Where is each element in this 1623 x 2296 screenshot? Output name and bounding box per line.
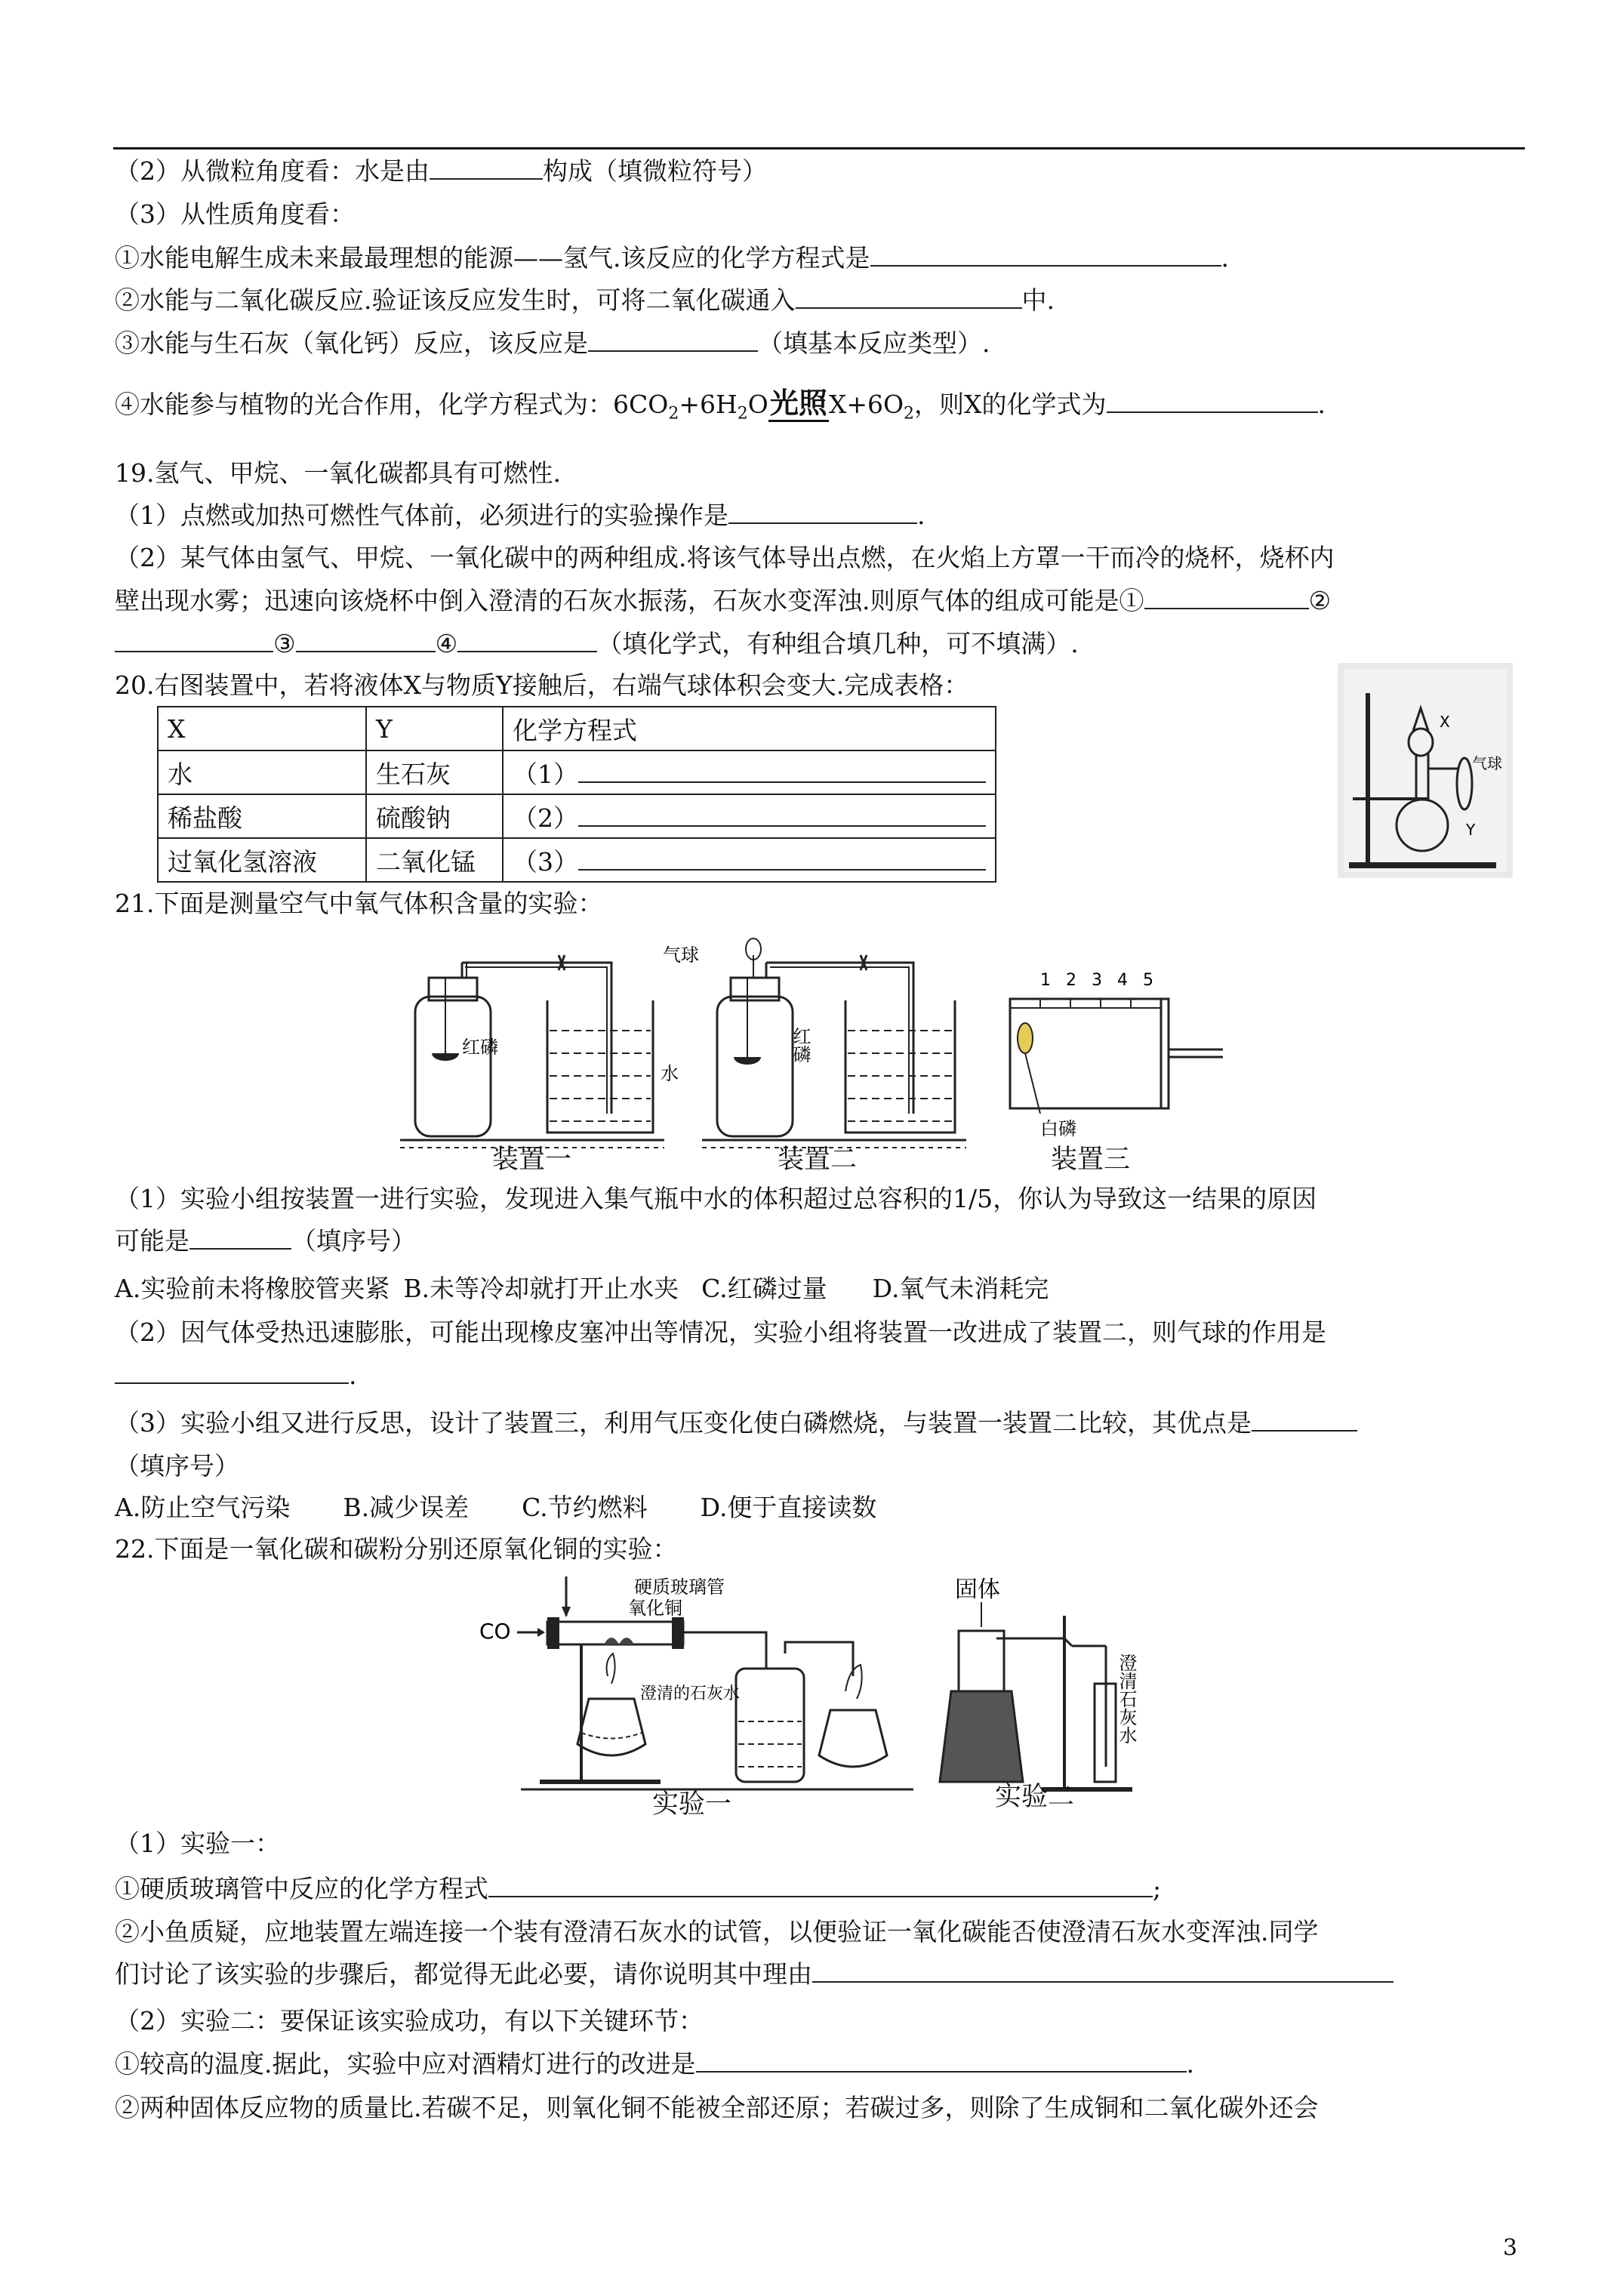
q21-part3: （3）实验小组又进行反思，设计了装置三，利用气压变化使白磷燃烧，与装置一装置二比较，其优点是 [115,1407,1357,1440]
experiment-two [940,1576,1137,1789]
table-cell: 生石灰 [366,750,503,794]
caption-device-three: 装置三 [1051,1145,1131,1175]
caption-device-two: 装置二 [778,1145,858,1175]
blank[interactable] [796,285,1022,309]
table-row [158,750,996,794]
q18-item1: ①水能电解生成未来最最理想的能源——氢气.该反应的化学方程式是 . [115,243,1229,273]
option[interactable]: A.实验前未将橡胶管夹紧 [115,1274,390,1303]
option[interactable]: A.防止空气污染 [115,1493,291,1522]
option[interactable]: C.红磷过量 [701,1274,827,1303]
fig-label-copper-oxide: 氧化铜 [628,1598,682,1619]
option[interactable]: B.减少误差 [343,1493,470,1522]
blank[interactable] [457,628,597,652]
blank[interactable] [870,242,1221,267]
device-one [400,955,679,1148]
q21-part1-line2: 可能是 （填序号） [115,1226,416,1256]
page-number: 3 [1502,2235,1517,2261]
experiment-one [479,1576,913,1789]
q21-stem: 21.下面是测量空气中氧气体积含量的实验： [115,889,603,918]
fig-label-water: 水 [661,1063,679,1084]
blank[interactable] [812,1959,1394,1983]
q20-apparatus-figure [1338,663,1513,878]
caption-device-one: 装置一 [492,1145,572,1175]
scale-tick: 1 [1040,971,1051,990]
fig-label-y: Y [1466,821,1476,839]
table-row [158,794,996,838]
scale-tick: 3 [1092,971,1102,990]
q22-item2: ②小鱼质疑，应地装置左端连接一个装有澄清石灰水的试管，以便验证一氧化碳能否使澄清石灰水变浑浊.同学 [115,1917,1319,1946]
blank[interactable] [115,1360,349,1384]
q21-part1: （1）实验小组按装置一进行实验，发现进入集气瓶中水的体积超过总容积的1/5，你认为导致这一结果的原因 [115,1184,1317,1213]
blank[interactable] [488,1873,1153,1897]
blank[interactable] [115,628,273,652]
table-cell: 硫酸钠 [366,794,503,838]
table-cell[interactable]: （3） [503,838,996,882]
reaction-condition: 光照 [768,386,829,422]
scale-tick: 4 [1117,971,1128,990]
q21-options3 [115,1491,929,1524]
table-row [158,838,996,882]
q19-part1: （1）点燃或加热可燃性气体前，必须进行的实验操作是 . [115,501,925,530]
table-cell: 过氧化氢溶液 [158,838,366,882]
q22-item-j2: ②两种固体反应物的质量比.若碳不足，则氧化铜不能被全部还原；若碳过多，则除了生成铜和二氧化碳外还会 [115,2093,1319,2122]
q22-item2-line2: 们讨论了该实验的步骤后，都觉得无此必要，请你说明其中理由 [115,1958,1394,1991]
fig-label-limewater: 澄清的石灰水 [640,1684,741,1703]
option[interactable]: D.便于直接读数 [700,1493,877,1522]
blank[interactable] [296,628,436,652]
q21-part2: （2）因气体受热迅速膨胀，可能出现橡皮塞冲出等情况，实验小组将装置一改进成了装置二，则气球的作用是 [115,1318,1326,1347]
blank[interactable] [728,500,917,524]
table-header: 化学方程式 [503,707,996,750]
fig-label-balloon: 气球 [1472,754,1502,772]
q19-part2-line3: ③ ④ （填化学式，有种组合填几种，可不填满）. [115,627,1079,661]
table-header: Y [366,707,503,750]
table-cell: 水 [158,750,366,794]
q22-item-j1: ①较高的温度.据此，实验中应对酒精灯进行的改进是 . [115,2049,1194,2079]
q18-part2: （2）从微粒角度看：水是由 构成（填微粒符号） [115,156,767,186]
fig-label-glass-tube: 硬质玻璃管 [634,1576,725,1598]
blank[interactable] [1252,1407,1357,1432]
fig-label-red-phosphorus-vertical: 红磷 [790,1027,811,1063]
blank[interactable] [696,2048,1187,2073]
q20-stem: 20.右图装置中，若将液体X与物质Y接触后，右端气球体积会变大.完成表格： [115,670,969,700]
q19-part2: （2）某气体由氢气、甲烷、一氧化碳中的两种组成.将该气体导出点燃，在火焰上方罩一干而冷的烧杯，烧杯内 [115,543,1335,572]
fig-label-white-phosphorus: 白磷 [1040,1118,1076,1139]
q21-part2-line2: . [115,1359,357,1392]
blank[interactable] [1144,585,1309,609]
q18-item2: ②水能与二氧化碳反应.验证该反应发生时，可将二氧化碳通入 中. [115,285,1055,315]
q22-part2: （2）实验二：要保证该实验成功，有以下关键环节： [115,2006,704,2036]
q22-part1: （1）实验一： [115,1829,280,1858]
caption-experiment-two: 实验二 [995,1782,1075,1812]
q18-item3: ③水能与生石灰（氧化钙）反应，该反应是 （填基本反应类型）. [115,328,990,358]
option[interactable]: D.氧气未消耗完 [872,1274,1049,1303]
device-two [663,938,966,1148]
q21-part3-line2: （填序号） [115,1451,239,1481]
table-cell: 稀盐酸 [158,794,366,838]
q18-item4: ④水能参与植物的光合作用，化学方程式为：$6CO_2+6H_2O$光照$X+6O_2$，则X的化学式为 . [115,386,1326,424]
scale-tick: 2 [1066,971,1076,990]
q19-stem: 19.氢气、甲烷、一氧化碳都具有可燃性. [115,458,561,488]
fig-label-solid: 固体 [955,1576,1000,1603]
blank[interactable] [1107,389,1318,413]
option[interactable]: B.未等冷却就打开止水夹 [403,1274,679,1303]
device-three [1010,971,1223,1139]
table-header: X [158,707,366,750]
option[interactable]: C.节约燃料 [522,1493,648,1522]
q21-options1 [115,1272,1101,1305]
fig-label-x: X [1440,713,1450,731]
fig-label-balloon: 气球 [663,945,699,966]
blank[interactable] [588,328,758,352]
fig-label-co: CO [479,1619,511,1644]
q22-item1: ①硬质玻璃管中反应的化学方程式 ; [115,1874,1162,1903]
fig-label-red-phosphorus: 红磷 [462,1037,498,1058]
q22-stem: 22.下面是一氧化碳和碳粉分别还原氧化铜的实验： [115,1534,678,1564]
q19-part2-line2: 壁出现水雾；迅速向该烧杯中倒入澄清的石灰水振荡，石灰水变浑浊.则原气体的组成可能是① ② [115,586,1332,615]
table-cell[interactable]: （2） [503,794,996,838]
header-rule [113,147,1525,149]
blank[interactable] [189,1225,291,1250]
q20-table [157,706,996,883]
fig-label-limewater-vertical: 澄清石灰水 [1116,1653,1137,1744]
scale-tick: 5 [1143,971,1153,990]
q18-part3: （3）从性质角度看： [115,199,355,229]
table-header-row [158,707,996,750]
table-cell: 二氧化锰 [366,838,503,882]
caption-experiment-one: 实验一 [652,1789,732,1820]
blank[interactable] [430,156,543,180]
q22-apparatus-figure [468,1570,1246,1842]
table-cell[interactable]: （1） [503,750,996,794]
